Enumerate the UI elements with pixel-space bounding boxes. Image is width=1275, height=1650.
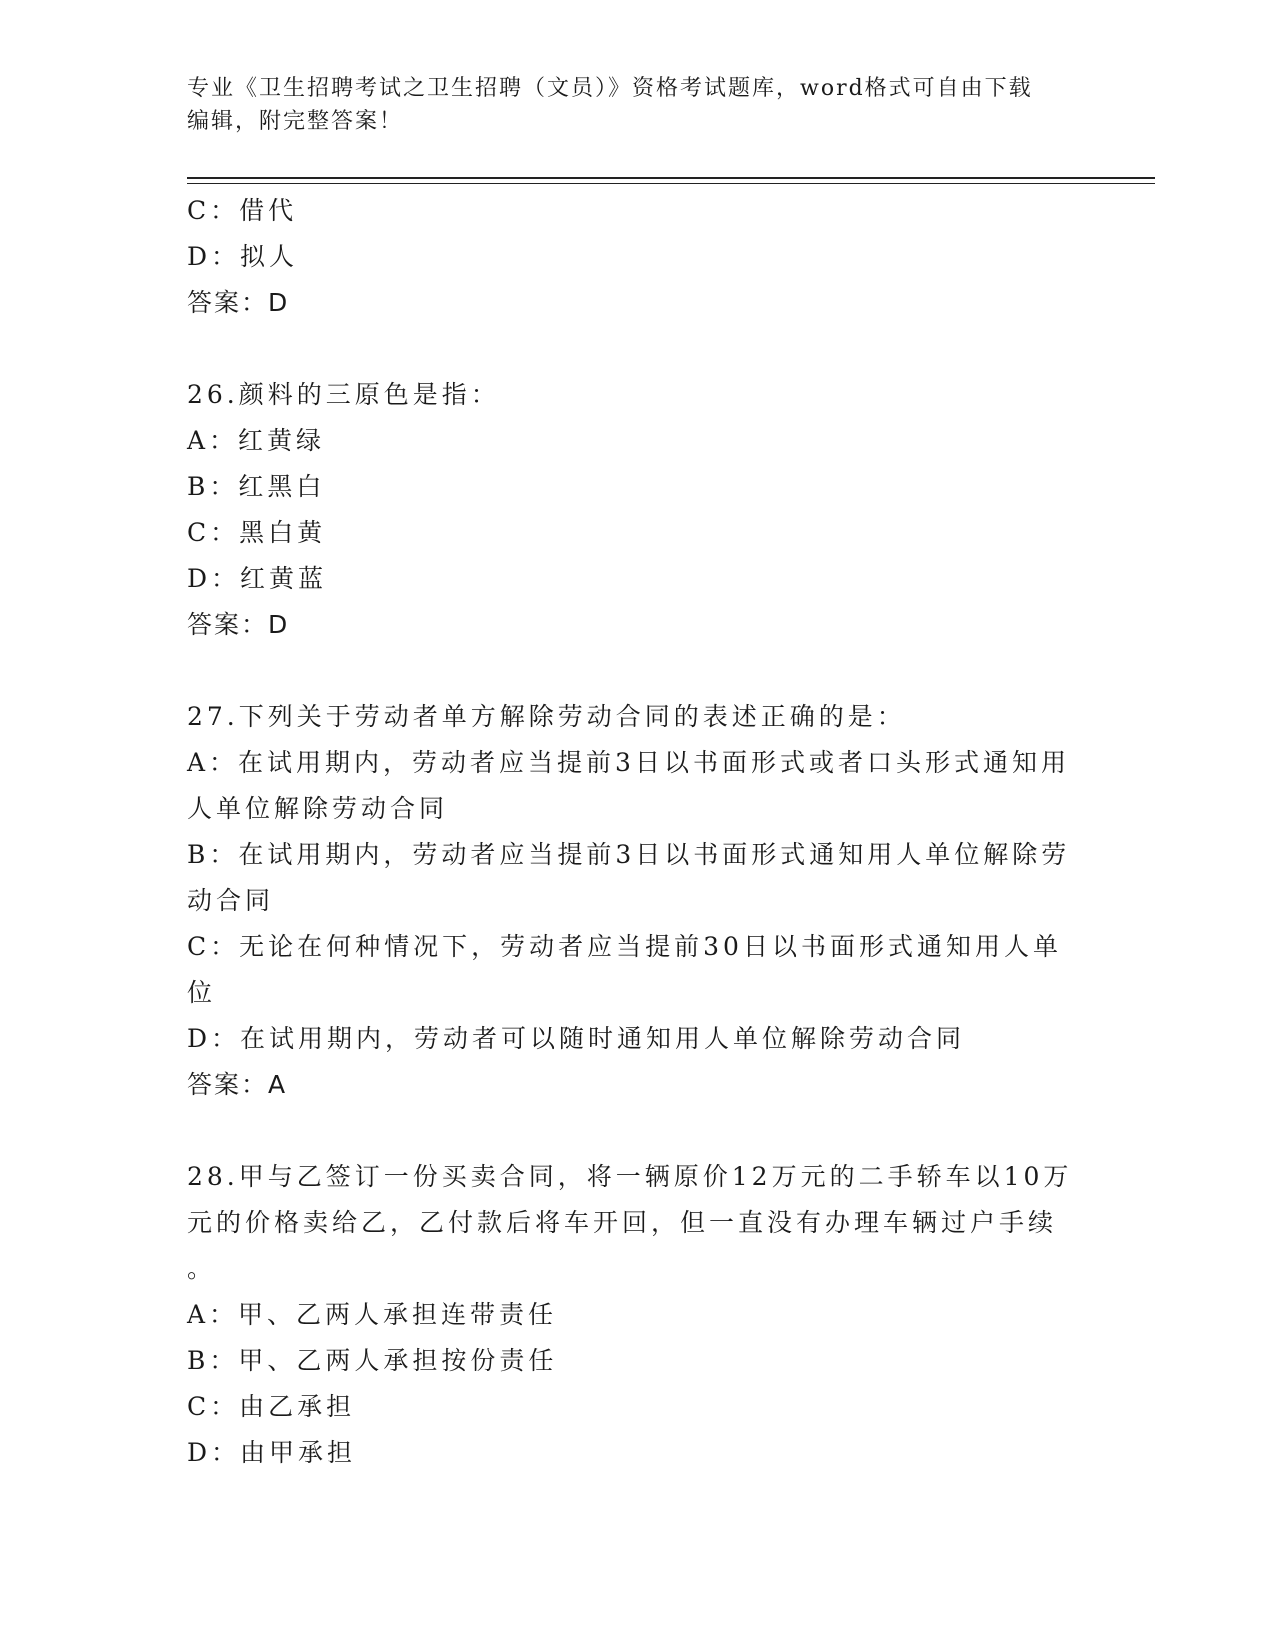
question-26-answer: 答案：D xyxy=(187,610,290,639)
option-d: D：拟人 xyxy=(187,242,299,271)
question-28-stem-end: 。 xyxy=(187,1254,217,1283)
question-26-option-c: C：黑白黄 xyxy=(187,518,327,547)
question-27-option-c-cont: 位 xyxy=(187,978,217,1007)
document-header xyxy=(187,72,1087,138)
question-28-option-c: C：由乙承担 xyxy=(187,1392,356,1421)
question-28-option-b: B：甲、乙两人承担按份责任 xyxy=(187,1346,558,1375)
question-28-stem: 28.甲与乙签订一份买卖合同，将一辆原价12万元的二手轿车以10万 xyxy=(187,1162,1073,1191)
question-27-option-a-cont: 人单位解除劳动合同 xyxy=(187,794,449,823)
question-27-option-b-cont: 动合同 xyxy=(187,886,275,915)
answer-line: 答案：D xyxy=(187,288,290,317)
question-27-option-a: A：在试用期内，劳动者应当提前3日以书面形式或者口头形式通知用 xyxy=(187,748,1070,777)
question-28-option-d: D：由甲承担 xyxy=(187,1438,357,1467)
question-27-stem: 27.下列关于劳动者单方解除劳动合同的表述正确的是： xyxy=(187,702,906,731)
question-28-stem-cont: 元的价格卖给乙，乙付款后将车开回，但一直没有办理车辆过户手续 xyxy=(187,1208,1058,1237)
question-26-option-b: B：红黑白 xyxy=(187,472,326,501)
header-line-2: 编辑，附完整答案！ xyxy=(187,109,404,134)
question-27-option-d: D：在试用期内，劳动者可以随时通知用人单位解除劳动合同 xyxy=(187,1024,966,1053)
option-c: C：借代 xyxy=(187,196,298,225)
question-27-option-c: C：无论在何种情况下，劳动者应当提前30日以书面形式通知用人单 xyxy=(187,932,1062,961)
header-divider-thick xyxy=(187,177,1155,179)
question-27-answer: 答案：A xyxy=(187,1070,288,1099)
header-divider-thin xyxy=(187,183,1155,184)
question-26-option-d: D：红黄蓝 xyxy=(187,564,328,593)
question-gap xyxy=(187,648,1087,694)
question-gap xyxy=(187,1108,1087,1154)
question-26-option-a: A：红黄绿 xyxy=(187,426,326,455)
header-line-1: 专业《卫生招聘考试之卫生招聘（文员）》资格考试题库，word格式可自由下载 xyxy=(187,76,1033,101)
question-list xyxy=(187,188,1087,1476)
question-28-option-a: A：甲、乙两人承担连带责任 xyxy=(187,1300,558,1329)
question-26-stem: 26.颜料的三原色是指： xyxy=(187,380,500,409)
question-gap xyxy=(187,326,1087,372)
question-27-option-b: B：在试用期内，劳动者应当提前3日以书面形式通知用人单位解除劳 xyxy=(187,840,1071,869)
